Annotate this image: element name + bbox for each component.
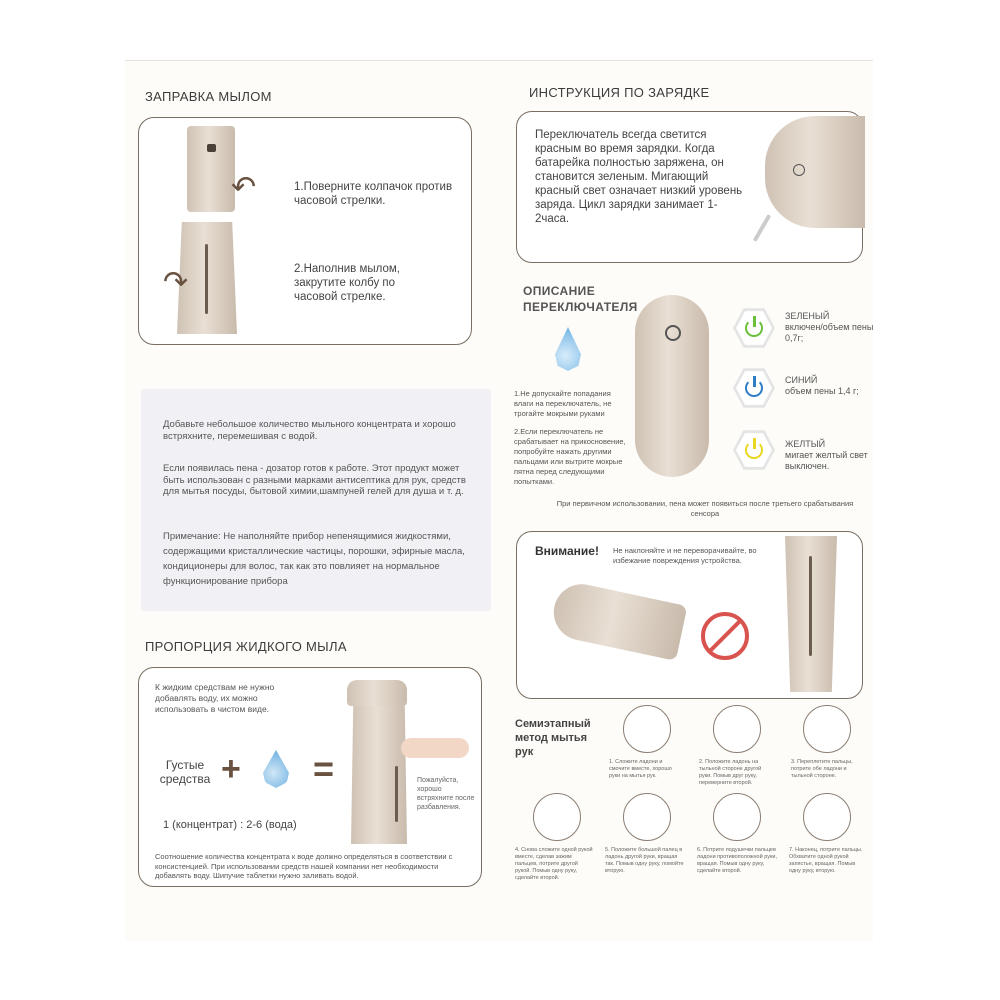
charging-cable-image [753, 214, 771, 242]
wash-step-4-text: 4. Снова сложите одной рукой вместе, сделав зажим пальцев, потрите другой рукой. Помыв одну руку, сделайте второй. [515, 847, 593, 881]
first-use-note: При первичном использовании, пена может появиться после третьего срабатывания сенсора [556, 499, 854, 518]
warning-title: Внимание! [535, 544, 599, 558]
green-mode-icon [733, 307, 775, 349]
water-drop-icon [263, 750, 289, 788]
ratio-text: 1 (концентрат) : 2-6 (вода) [163, 819, 297, 831]
hand-image [401, 738, 469, 758]
shake-note: Пожалуйста, хорошо встряхните после разбавления. [417, 777, 475, 811]
wash-step-1-icon [623, 705, 671, 753]
wash-step-5-text: 5. Положите большой палец в ладонь другой руки, вращая так. Помыв одну руку, помойте вторую. [605, 847, 684, 874]
info-paragraph-2: Если появилась пена - дозатор готов к работе. Этот продукт может быть использован с разными марками антисептика для рук, средств для мытья посуды, бытовой химии,шампуней гелей для душа и т. д. [163, 463, 466, 497]
wash-step-7-text: 7. Наконец, потрите пальцы. Обхватите одной рукой запястье, вращая. Помыв одну руку, вторую. [789, 847, 863, 874]
info-paragraph-1: Добавьте небольшое количество мыльного концентрата и хорошо встряхните, перемешивая с водой. [163, 419, 456, 442]
proportion-box [138, 667, 482, 887]
switch-heading: ОПИСАНИЕ ПЕРЕКЛЮЧАТЕЛЯ [523, 284, 638, 314]
dispenser-cap-image [187, 126, 235, 212]
refill-box [138, 117, 472, 345]
plus-sign: + [221, 750, 241, 788]
manual-page [125, 60, 873, 941]
info-note: Примечание: Не наполняйте прибор непенящимися жидкостями, содержащими кристаллические частицы, порошки, эфирные масла, кондиционеры для волос, так как это повлияет на нормальное функционирование прибора [163, 531, 465, 587]
proportion-intro: К жидким средствам не нужно добавлять воду, их можно использовать в чистом виде. [155, 682, 275, 714]
dispenser-head-image [347, 680, 407, 706]
prohibited-icon [701, 612, 749, 660]
blue-mode-text: СИНИЙ объем пены 1,4 г; [785, 375, 859, 396]
yellow-mode-icon [733, 429, 775, 471]
water-drop-icon [555, 327, 581, 371]
warning-text: Не наклоняйте и не переворачивайте, во избежание повреждения устройства. [613, 546, 757, 565]
proportion-heading: ПРОПОРЦИЯ ЖИДКОГО МЫЛА [145, 639, 347, 654]
wash-step-6-icon [713, 793, 761, 841]
blue-mode-icon [733, 367, 775, 409]
equals-sign: = [313, 748, 335, 789]
dispenser-body-image [351, 706, 407, 844]
switch-device-image [635, 295, 709, 477]
thick-products-label: Густые средства [159, 758, 211, 786]
wash-step-4-icon [533, 793, 581, 841]
refill-heading: ЗАПРАВКА МЫЛОМ [145, 89, 272, 104]
info-panel [141, 389, 491, 611]
wash-step-3-icon [803, 705, 851, 753]
tilted-dispenser-image [549, 579, 688, 661]
wash-step-5-icon [623, 793, 671, 841]
green-mode-text: ЗЕЛЕНЫЙ включен/объем пены 0,7г; [785, 311, 874, 343]
power-icon [665, 325, 681, 341]
charger-device-image [765, 116, 865, 228]
rotate-ccw-arrow-icon: ↶ [231, 171, 257, 204]
refill-step-2: 2.Наполнив мылом, закрутите колбу по часовой стрелке. [294, 263, 400, 303]
switch-note-1: 1.Не допускайте попадания влаги на переключатель, не трогайте мокрыми руками [514, 389, 612, 418]
refill-step-1: 1.Поверните колпачок против часовой стрелки. [294, 181, 453, 207]
upright-dispenser-image [785, 536, 837, 692]
wash-heading: Семиэтапный метод мытья рук [515, 718, 591, 758]
yellow-mode-text: ЖЕЛТЫЙ мигает желтый свет выключен. [785, 439, 868, 471]
wash-step-2-icon [713, 705, 761, 753]
wash-step-6-text: 6. Потрите подушечки пальцев ладони противоположной руки, вращая. Помыв одну руку, сделайте второй. [697, 847, 777, 874]
charging-box [516, 111, 863, 263]
switch-note-2: 2.Если переключатель не срабатывает на прикосновение, попробуйте нажать другими пальцами или вытрите мокрые пятна перед следующими попытками. [514, 427, 626, 486]
rotate-cw-arrow-icon: ↷ [163, 266, 189, 299]
wash-step-1-text: 1. Сложите ладони и смочите вместе, хорошо руки на мытья рук. [609, 759, 672, 779]
wash-step-7-icon [803, 793, 851, 841]
wash-step-3-text: 3. Переплетите пальцы, потрите обе ладони и тыльной стороне. [791, 759, 853, 779]
charging-text: Переключатель всегда светится красным во время зарядки. Когда батарейка полностью заряжена, он становится зеленым. Мигающий красный свет означает низкий уровень заряда. Цикл зарядки занимает 1-2часа. [535, 129, 743, 225]
warning-box [516, 531, 863, 699]
wash-step-2-text: 2. Положите ладонь на тыльной стороне другой руки. Помыв друг руку, переверните второй. [699, 759, 762, 786]
charging-heading: ИНСТРУКЦИЯ ПО ЗАРЯДКЕ [529, 85, 710, 100]
proportion-footer: Соотношение количества концентрата к воде должно определяться в соответствии с консистенцией. При использовании средств нашей компании нет необходимости добавлять воду. Шипучие таблетки нужно заливать водой. [155, 852, 453, 880]
